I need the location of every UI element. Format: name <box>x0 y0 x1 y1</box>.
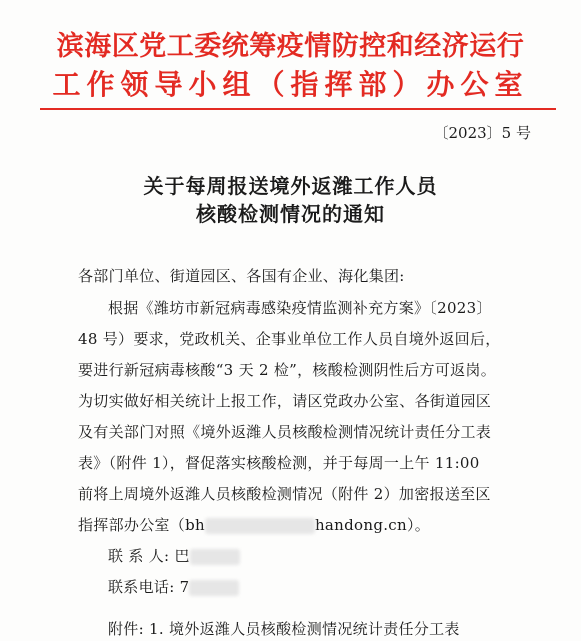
contact-person-label: 联 系 人: <box>108 547 170 565</box>
red-divider-line <box>40 108 556 110</box>
email-line-suffix: handong.cn）。 <box>314 516 431 534</box>
email-line-prefix: 指挥部办公室（bh <box>78 516 205 534</box>
body-line-3: 要进行新冠病毒核酸“3 天 2 检”，核酸检测阴性后方可返岗。 <box>78 361 497 379</box>
contact-person-row <box>108 545 240 566</box>
contact-person-value: 巴 <box>174 547 190 565</box>
contact-phone-value: 7 <box>179 578 190 596</box>
contact-phone-label: 联系电话: <box>108 578 175 596</box>
body-line-2: 48 号）要求，党政机关、企事业单位工作人员自境外返回后， <box>78 330 501 348</box>
body-line-4: 为切实做好相关统计上报工作，请区党政办公室、各街道园区 <box>78 392 492 410</box>
contact-phone-row <box>108 576 239 597</box>
document-title-line-2: 核酸检测情况的通知 <box>196 202 385 226</box>
attachment-line: 附件: 1. 境外返潍人员核酸检测情况统计责任分工表 <box>108 620 460 638</box>
issuer-header-line-2: 工作领导小组（指挥部）办公室 <box>52 68 529 101</box>
body-line-1: 根据《潍坊市新冠病毒感染疫情监测补充方案》〔2023〕 <box>108 299 492 317</box>
body-line-6: 表》（附件 1），督促落实核酸检测，并于每周一上午 11:00 <box>78 454 480 472</box>
issuer-header-line-1: 滨海区党工委统筹疫情防控和经济运行 <box>56 31 525 62</box>
email-line <box>78 514 430 535</box>
document-number: 〔2023〕5 号 <box>433 124 531 142</box>
body-line-5: 及有关部门对照《境外返潍人员核酸检测情况统计责任分工表 <box>78 423 492 441</box>
redacted-contact-phone <box>189 580 239 596</box>
document-title-line-1: 关于每周报送境外返潍工作人员 <box>143 174 438 198</box>
redacted-email <box>205 518 315 534</box>
addressee: 各部门单位、街道园区、各国有企业、海化集团: <box>78 267 405 285</box>
redacted-contact-person <box>190 549 240 565</box>
body-line-7: 前将上周境外返潍人员核酸检测情况（附件 2）加密报送至区 <box>78 485 491 503</box>
